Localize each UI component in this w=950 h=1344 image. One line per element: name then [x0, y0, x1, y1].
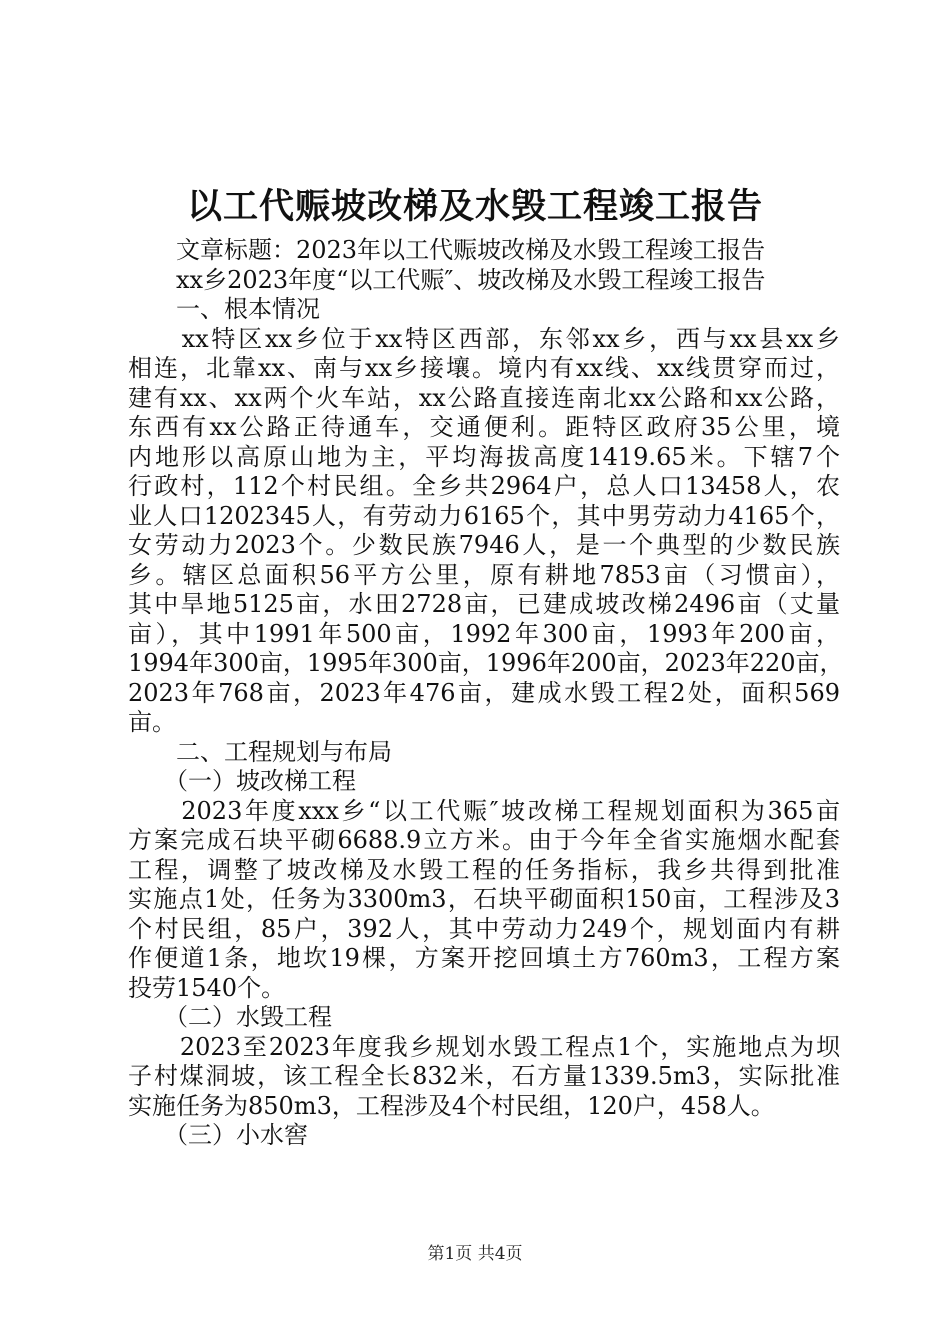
body-line: 女劳动力2023个。少数民族7946人，是一个典型的少数民族	[128, 531, 840, 559]
body-line: 子村煤洞坡，该工程全长832米，石方量1339.5m3，实际批准	[128, 1062, 840, 1090]
body-line: 业人口1202345人，有劳动力6165个，其中男劳动力4165个，	[128, 501, 840, 530]
body-line: 乡。辖区总面积56平方公里，原有耕地7853亩（习惯亩），	[128, 560, 840, 589]
body-line: 实施点1处，任务为3300m3，石块平砌面积150亩，工程涉及3	[128, 885, 840, 913]
body-line: 行政村，112个村民组。全乡共2964户，总人口13458人，农	[128, 472, 840, 500]
page-footer: 第1页 共4页	[427, 1244, 523, 1264]
body-line: 2023年768亩，2023年476亩，建成水毁工程2处，面积569	[128, 678, 840, 707]
body-line: 工程，调整了坡改梯及水毁工程的任务指标，我乡共得到批准	[128, 855, 840, 884]
body-line: 1994年300亩，1995年300亩，1996年200亩，2023年220亩，	[128, 649, 844, 677]
body-line: 方案完成石块平砌6688.9立方米。由于今年全省实施烟水配套	[128, 826, 840, 854]
document-title: 以工代赈坡改梯及水毁工程竣工报告	[186, 186, 763, 227]
body-line: 文章标题：2023年以工代赈坡改梯及水毁工程竣工报告	[128, 236, 766, 264]
body-line: 作便道1条，地坎19棵，方案开挖回填土方760m3，工程方案	[128, 944, 840, 972]
body-line: 2023年度xxx乡“以工代赈″坡改梯工程规划面积为365亩	[128, 796, 840, 825]
body-line: 建有xx、xx两个火车站，xx公路直接连南北xx公路和xx公路，	[128, 383, 840, 412]
body-line: 亩），其中1991年500亩，1992年300亩，1993年200亩，	[128, 619, 840, 648]
body-line: 相连，北靠xx、南与xx乡接壤。境内有xx线、xx线贯穿而过，	[128, 354, 840, 382]
body-line: 个村民组，85户，392人，其中劳动力249个，规划面内有耕	[128, 914, 840, 943]
body-line: 亩。	[128, 708, 176, 736]
subsection-heading: （一）坡改梯工程	[128, 767, 356, 795]
body-line: 投劳1540个。	[128, 973, 286, 1002]
body-line: 内地形以高原山地为主，平均海拔高度1419.65米。下辖7个	[128, 442, 840, 471]
body-line: xx特区xx乡位于xx特区西部，东邻xx乡，西与xx县xx乡	[128, 324, 840, 353]
subsection-heading: （二）水毁工程	[128, 1003, 332, 1031]
body-line: 2023至2023年度我乡规划水毁工程点1个，实施地点为坝	[128, 1032, 840, 1061]
section-heading: 二、工程规划与布局	[128, 737, 392, 766]
body-line: xx乡2023年度“以工代赈″、坡改梯及水毁工程竣工报告	[128, 265, 766, 294]
document-body	[128, 236, 844, 1151]
body-line: 其中旱地5125亩，水田2728亩，已建成坡改梯2496亩（丈量	[128, 590, 840, 618]
subsection-heading: （三）小水窖	[128, 1121, 308, 1149]
body-line: 东西有xx公路正待通车，交通便利。距特区政府35公里，境	[128, 413, 840, 441]
body-line: 实施任务为850m3，工程涉及4个村民组，120户，458人。	[128, 1091, 775, 1120]
section-heading: 一、根本情况	[128, 295, 320, 323]
